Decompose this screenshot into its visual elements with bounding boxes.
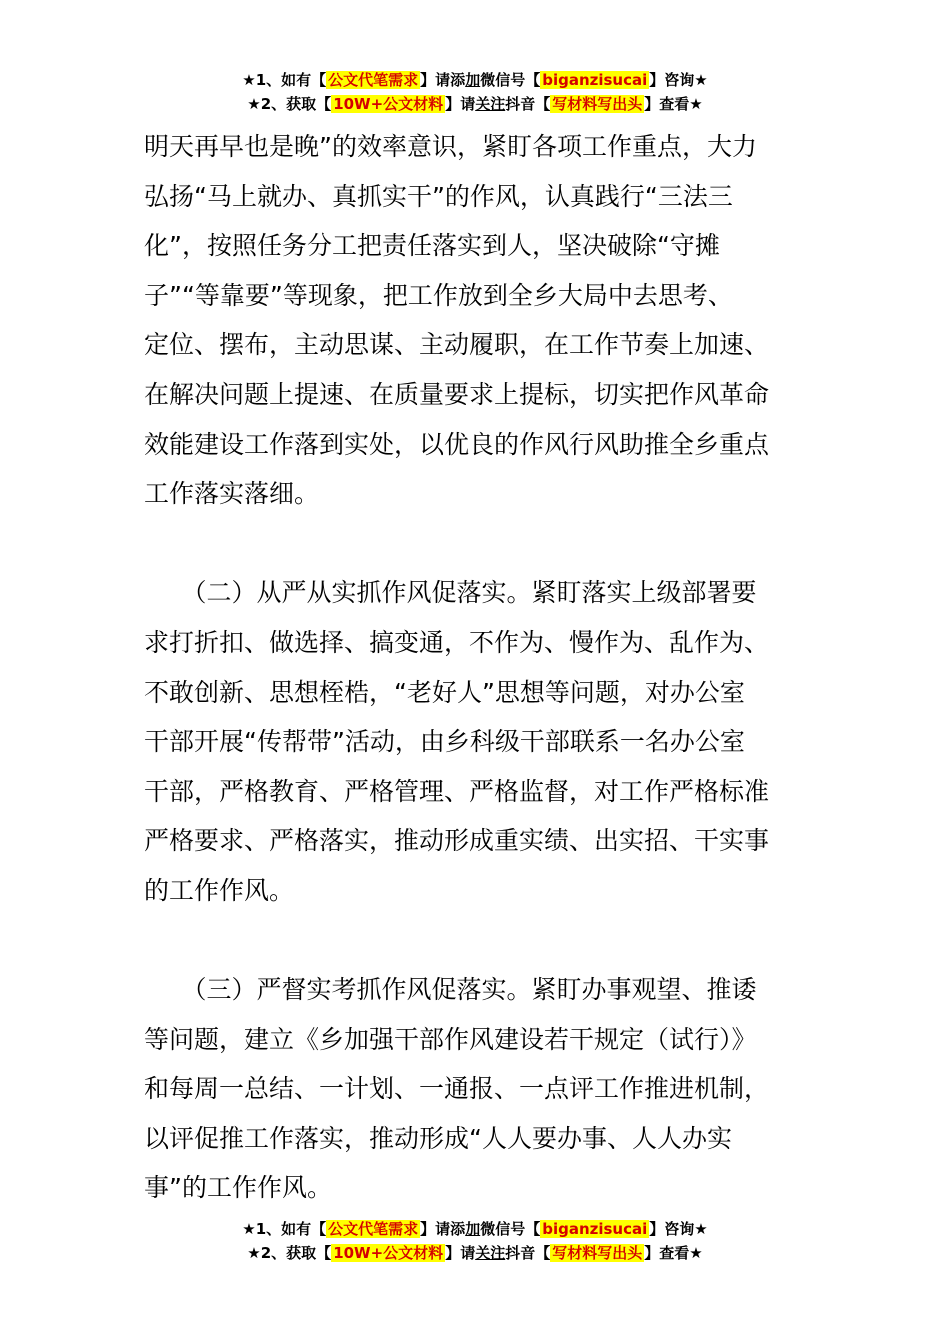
text-line: 化”，按照任务分工把责任落实到人，坚决破除“守摊: [144, 231, 720, 261]
text-line: 的工作作风。: [144, 875, 295, 905]
highlight-service: 公文代笔需求: [328, 1220, 419, 1238]
header-promo-banner: [0, 68, 950, 116]
text-line: 求打折扣、做选择、搞变通，不作为、慢作为、乱作为、: [144, 627, 770, 657]
text-line: 干部开展“传帮带”活动，由乡科级干部联系一名办公室: [144, 727, 745, 757]
text-line: 子”“等靠要”等现象，把工作放到全乡大局中去思考、: [144, 280, 733, 310]
text-line: （二）从严从实抓作风促落实。紧盯落实上级部署要: [144, 578, 757, 608]
paragraph-efficiency: [144, 122, 810, 519]
text-line: 不敢创新、思想桎梏，“老好人”思想等问题，对办公室: [144, 677, 745, 707]
highlight-douyin: 写材料写出头: [552, 1244, 643, 1262]
text-line: 明天再早也是晚”的效率意识，紧盯各项工作重点，大力: [144, 132, 757, 161]
highlight-douyin: 写材料写出头: [552, 95, 643, 113]
text-line: 事”的工作作风。: [144, 1173, 332, 1203]
paragraph-section-3: [144, 965, 810, 1213]
text-line: 弘扬“马上就办、真抓实干”的作风，认真践行“三法三: [144, 181, 733, 211]
text-line: 定位、摆布，主动思谋、主动履职，在工作节奏上加速、: [144, 330, 770, 360]
text-line: 严格要求、严格落实，推动形成重实绩、出实招、干实事: [144, 826, 770, 856]
footer-banner-line-1: ★1、如有【 公文代笔需求 】请添加微信号【 biganzisucai 】咨询★: [242, 1220, 708, 1238]
highlight-service: 公文代笔需求: [328, 71, 419, 89]
highlight-materials: 10W+公文材料: [333, 95, 444, 113]
text-line: 等问题，建立《乡加强干部作风建设若干规定（试行）》: [144, 1024, 757, 1054]
header-banner-line-2: ★2、获取【 10W+公文材料 】请关注抖音【 写材料写出头 】查看★: [247, 95, 703, 113]
document-body: [144, 122, 810, 1213]
text-line: 以评促推工作落实，推动形成“人人要办事、人人办实: [144, 1123, 732, 1153]
footer-banner-line-2: ★2、获取【 10W+公文材料 】请关注抖音【 写材料写出头 】查看★: [247, 1244, 703, 1262]
text-line: （三）严督实考抓作风促落实。紧盯办事观望、推诿: [144, 975, 757, 1005]
header-banner-line-1: ★1、如有【 公文代笔需求 】请添加微信号【 biganzisucai 】咨询★: [242, 71, 708, 89]
text-line: 干部，严格教育、严格管理、严格监督，对工作严格标准: [144, 776, 770, 806]
text-line: 工作落实落细。: [144, 479, 320, 509]
text-line: 效能建设工作落到实处，以优良的作风行风助推全乡重点: [144, 429, 770, 459]
highlight-materials: 10W+公文材料: [333, 1244, 444, 1262]
highlight-wechat-id: biganzisucai: [542, 71, 648, 89]
footer-promo-banner: [0, 1217, 950, 1265]
text-line: 在解决问题上提速、在质量要求上提标，切实把作风革命: [144, 379, 770, 409]
text-line: 和每周一总结、一计划、一通报、一点评工作推进机制，: [144, 1074, 770, 1104]
paragraph-section-2: [144, 568, 810, 915]
highlight-wechat-id: biganzisucai: [542, 1220, 648, 1238]
